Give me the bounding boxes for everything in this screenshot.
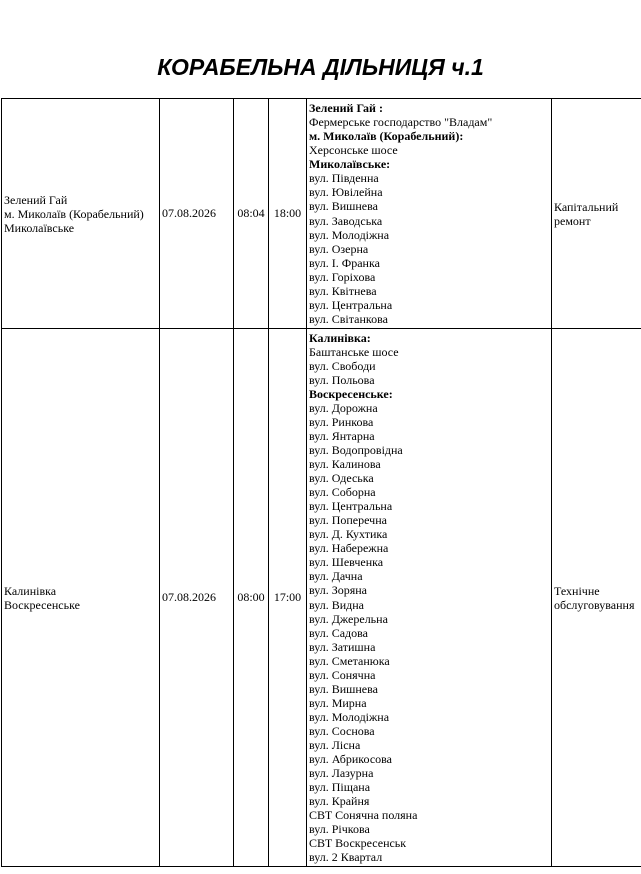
street-item: вул. Свободи [309, 358, 376, 373]
work-type-line: обслуговування [554, 597, 635, 612]
outage-schedule-table [1, 98, 641, 867]
street-item: вул. Дорожна [309, 400, 378, 415]
place-name: Зелений Гай [4, 192, 68, 207]
street-item: вул. Ринкова [309, 414, 374, 429]
start-time-cell: 08:00 [234, 329, 269, 867]
street-item: вул. Затишна [309, 639, 376, 654]
street-item: вул. Соснова [309, 723, 375, 738]
work-type-cell [552, 99, 641, 329]
work-type-line: Капітальний [554, 199, 619, 214]
street-item: вул. Молодіжна [309, 709, 390, 724]
street-item: СВТ Воскресенськ [309, 836, 407, 851]
street-item: Баштанське шосе [309, 344, 399, 359]
street-item: Херсонське шосе [309, 143, 398, 158]
street-item: вул. Соборна [309, 485, 376, 500]
end-time-cell: 18:00 [269, 99, 307, 329]
street-item: вул. Дачна [309, 569, 363, 584]
page-title: КОРАБЕЛЬНА ДІЛЬНИЦЯ ч.1 [157, 54, 484, 80]
street-item: вул. Калинова [309, 457, 381, 472]
street-item: вул. Піщана [309, 780, 371, 795]
street-item: вул. Видна [309, 597, 364, 612]
street-item: вул. Вишнева [309, 199, 378, 214]
street-item: вул. Озерна [309, 241, 369, 256]
street-item: вул. 2 Квартал [309, 850, 383, 865]
streets-cell [307, 99, 552, 329]
locality-heading: Калинівка: [309, 330, 371, 345]
street-item: вул. І. Франка [309, 255, 380, 270]
place-name: м. Миколаїв (Корабельний) [4, 206, 144, 221]
street-item: вул. Лісна [309, 737, 361, 752]
start-time-cell: 08:04 [234, 99, 269, 329]
end-time-cell: 17:00 [269, 329, 307, 867]
work-type-line: Технічне [554, 583, 600, 598]
street-item: вул. Крайня [309, 794, 370, 809]
street-item: вул. Центральна [309, 499, 393, 514]
street-item: вул. Південна [309, 171, 379, 186]
street-item: вул. Зоряна [309, 583, 367, 598]
streets-cell [307, 329, 552, 867]
street-item: вул. Одеська [309, 471, 374, 486]
table-row [2, 329, 641, 867]
street-item: вул. Горіхова [309, 269, 376, 284]
street-item: вул. Польова [309, 372, 375, 387]
street-item: Фермерське господарство "Владам" [309, 115, 493, 130]
date-cell: 07.08.2026 [160, 99, 234, 329]
street-item: вул. Д. Кухтика [309, 527, 388, 542]
street-item: вул. Шевченка [309, 555, 384, 570]
street-item: вул. Квітнева [309, 283, 377, 298]
street-item: вул. Мирна [309, 695, 367, 710]
street-item: вул. Абрикосова [309, 752, 392, 767]
work-type-line: ремонт [554, 213, 591, 228]
locality-heading: Миколаївське: [309, 157, 391, 172]
street-item: вул. Набережна [309, 541, 389, 556]
street-item: вул. Садова [309, 625, 368, 640]
street-item: вул. Водопровідна [309, 442, 403, 457]
place-name: Калинівка [4, 583, 57, 598]
street-item: вул. Центральна [309, 297, 393, 312]
locality-heading: Воскресенське: [309, 386, 393, 401]
street-item: вул. Янтарна [309, 428, 375, 443]
place-name: Воскресенське [4, 597, 80, 612]
street-item: вул. Заводська [309, 213, 383, 228]
street-item: вул. Поперечна [309, 513, 387, 528]
street-item: вул. Сонячна [309, 667, 376, 682]
table-row [2, 99, 641, 329]
street-item: вул. Молодіжна [309, 227, 390, 242]
street-item: вул. Світанкова [309, 311, 388, 326]
work-type-cell [552, 329, 641, 867]
street-item: вул. Ювілейна [309, 185, 383, 200]
locality-heading: м. Миколаїв (Корабельний): [309, 129, 464, 144]
street-item: вул. Лазурна [309, 766, 374, 781]
places-cell [2, 329, 160, 867]
locality-heading: Зелений Гай : [309, 101, 383, 116]
places-cell [2, 99, 160, 329]
street-item: вул. Сметанюка [309, 653, 390, 668]
place-name: Миколаївське [4, 220, 75, 235]
street-item: СВТ Сонячна поляна [309, 808, 418, 823]
street-item: вул. Річкова [309, 822, 370, 837]
street-item: вул. Вишнева [309, 681, 378, 696]
date-cell: 07.08.2026 [160, 329, 234, 867]
street-item: вул. Джерельна [309, 611, 388, 626]
